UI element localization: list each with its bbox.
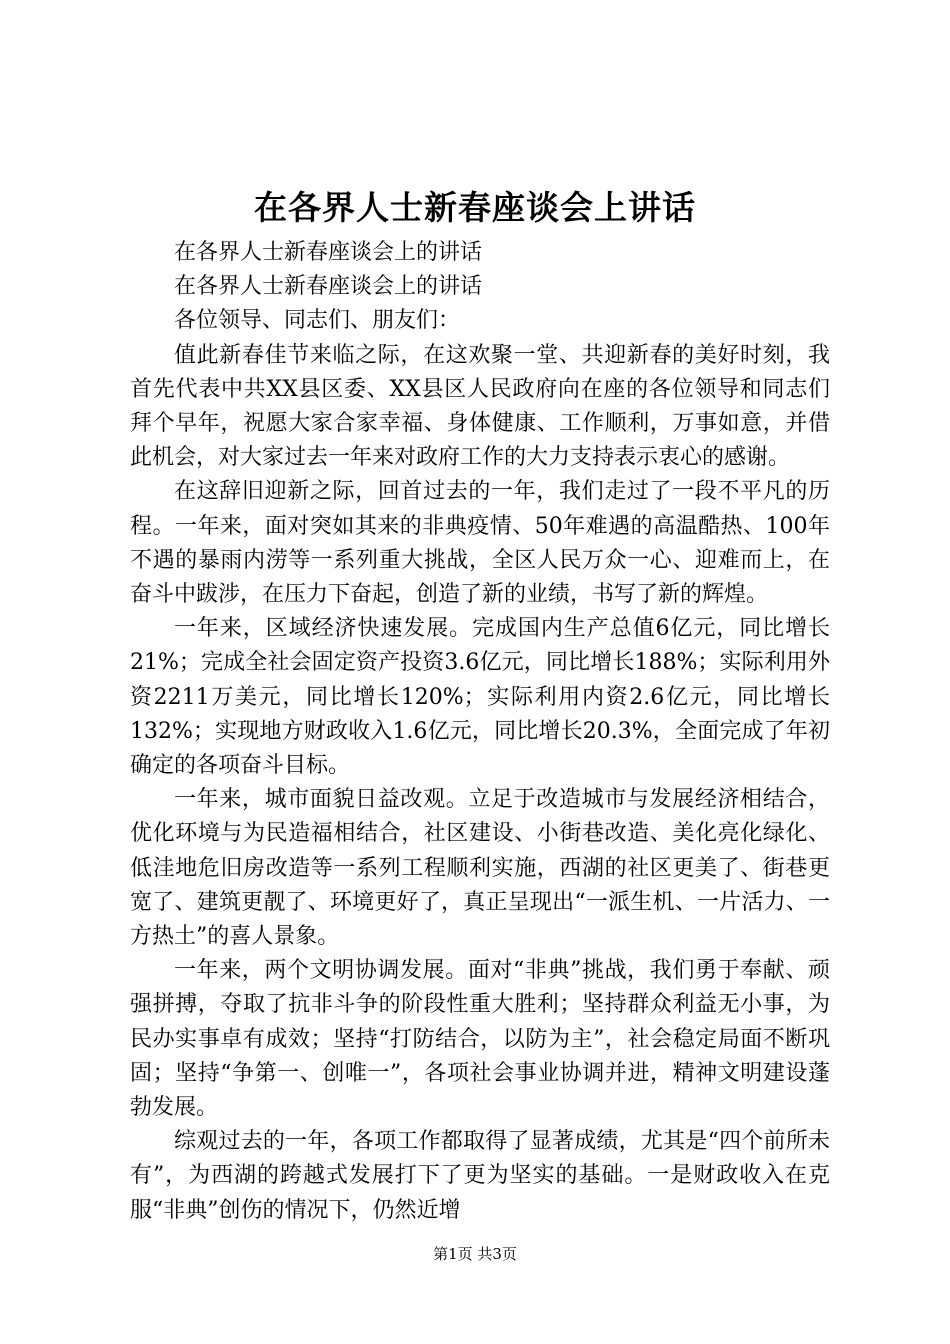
document-body — [130, 236, 830, 1228]
paragraph-greeting: 值此新春佳节来临之际，在这欢聚一堂、共迎新春的美好时刻，我首先代表中共XX县区委、XX县区人民政府向在座的各位领导和同志们拜个早年，祝愿大家合家幸福、身体健康、工作顺利，万事如意，并借此机会，对大家过去一年来对政府工作的大力支持表示衷心的感谢。 — [130, 342, 830, 471]
paragraph-city: 一年来，城市面貌日益改观。立足于改造城市与发展经济相结合，优化环境与为民造福相结合，社区建设、小街巷改造、美化亮化绿化、低洼地危旧房改造等一系列工程顺利实施，西湖的社区更美了、街巷更宽了、建筑更靓了、环境更好了，真正呈现出“一派生机、一片活力、一方热土”的喜人景象。 — [130, 787, 830, 950]
paragraph-salutation: 各位领导、同志们、朋友们： — [174, 308, 461, 334]
page-number: 第1页 共3页 — [433, 1245, 517, 1263]
paragraph-review: 在这辞旧迎新之际，回首过去的一年，我们走过了一段不平凡的历程。一年来，面对突如其来的非典疫情、50年难遇的高温酷热、100年不遇的暴雨内涝等一系列重大挑战，全区人民万众一心、迎难而上，在奋斗中跋涉，在压力下奋起，创造了新的业绩，书写了新的辉煌。 — [130, 479, 830, 608]
paragraph-subtitle-2: 在各界人士新春座谈会上的讲话 — [174, 274, 483, 300]
paragraph-subtitle-1: 在各界人士新春座谈会上的讲话 — [174, 240, 483, 265]
paragraph-economy: 一年来，区域经济快速发展。完成国内生产总值6亿元，同比增长21%；完成全社会固定资产投资3.6亿元，同比增长188%；实际利用外资2211万美元，同比增长120%；实际利用内资2.6亿元，同比增长132%；实现地方财政收入1.6亿元，同比增长20.3%，全面完成了年初确定的各项奋斗目标。 — [130, 616, 830, 779]
document-title: 在各界人士新春座谈会上讲话 — [254, 188, 696, 227]
paragraph-summary: 综观过去的一年，各项工作都取得了显著成绩，尤其是“四个前所未有”，为西湖的跨越式发展打下了更为坚实的基础。一是财政收入在克服“非典”创伤的情况下，仍然近增 — [130, 1129, 830, 1223]
paragraph-civilization: 一年来，两个文明协调发展。面对“非典”挑战，我们勇于奉献、顽强拼搏，夺取了抗非斗争的阶段性重大胜利；坚持群众利益无小事，为民办实事卓有成效；坚持“打防结合，以防为主”，社会稳定局面不断巩固；坚持“争第一、创唯一”，各项社会事业协调并进，精神文明建设蓬勃发展。 — [130, 958, 830, 1121]
